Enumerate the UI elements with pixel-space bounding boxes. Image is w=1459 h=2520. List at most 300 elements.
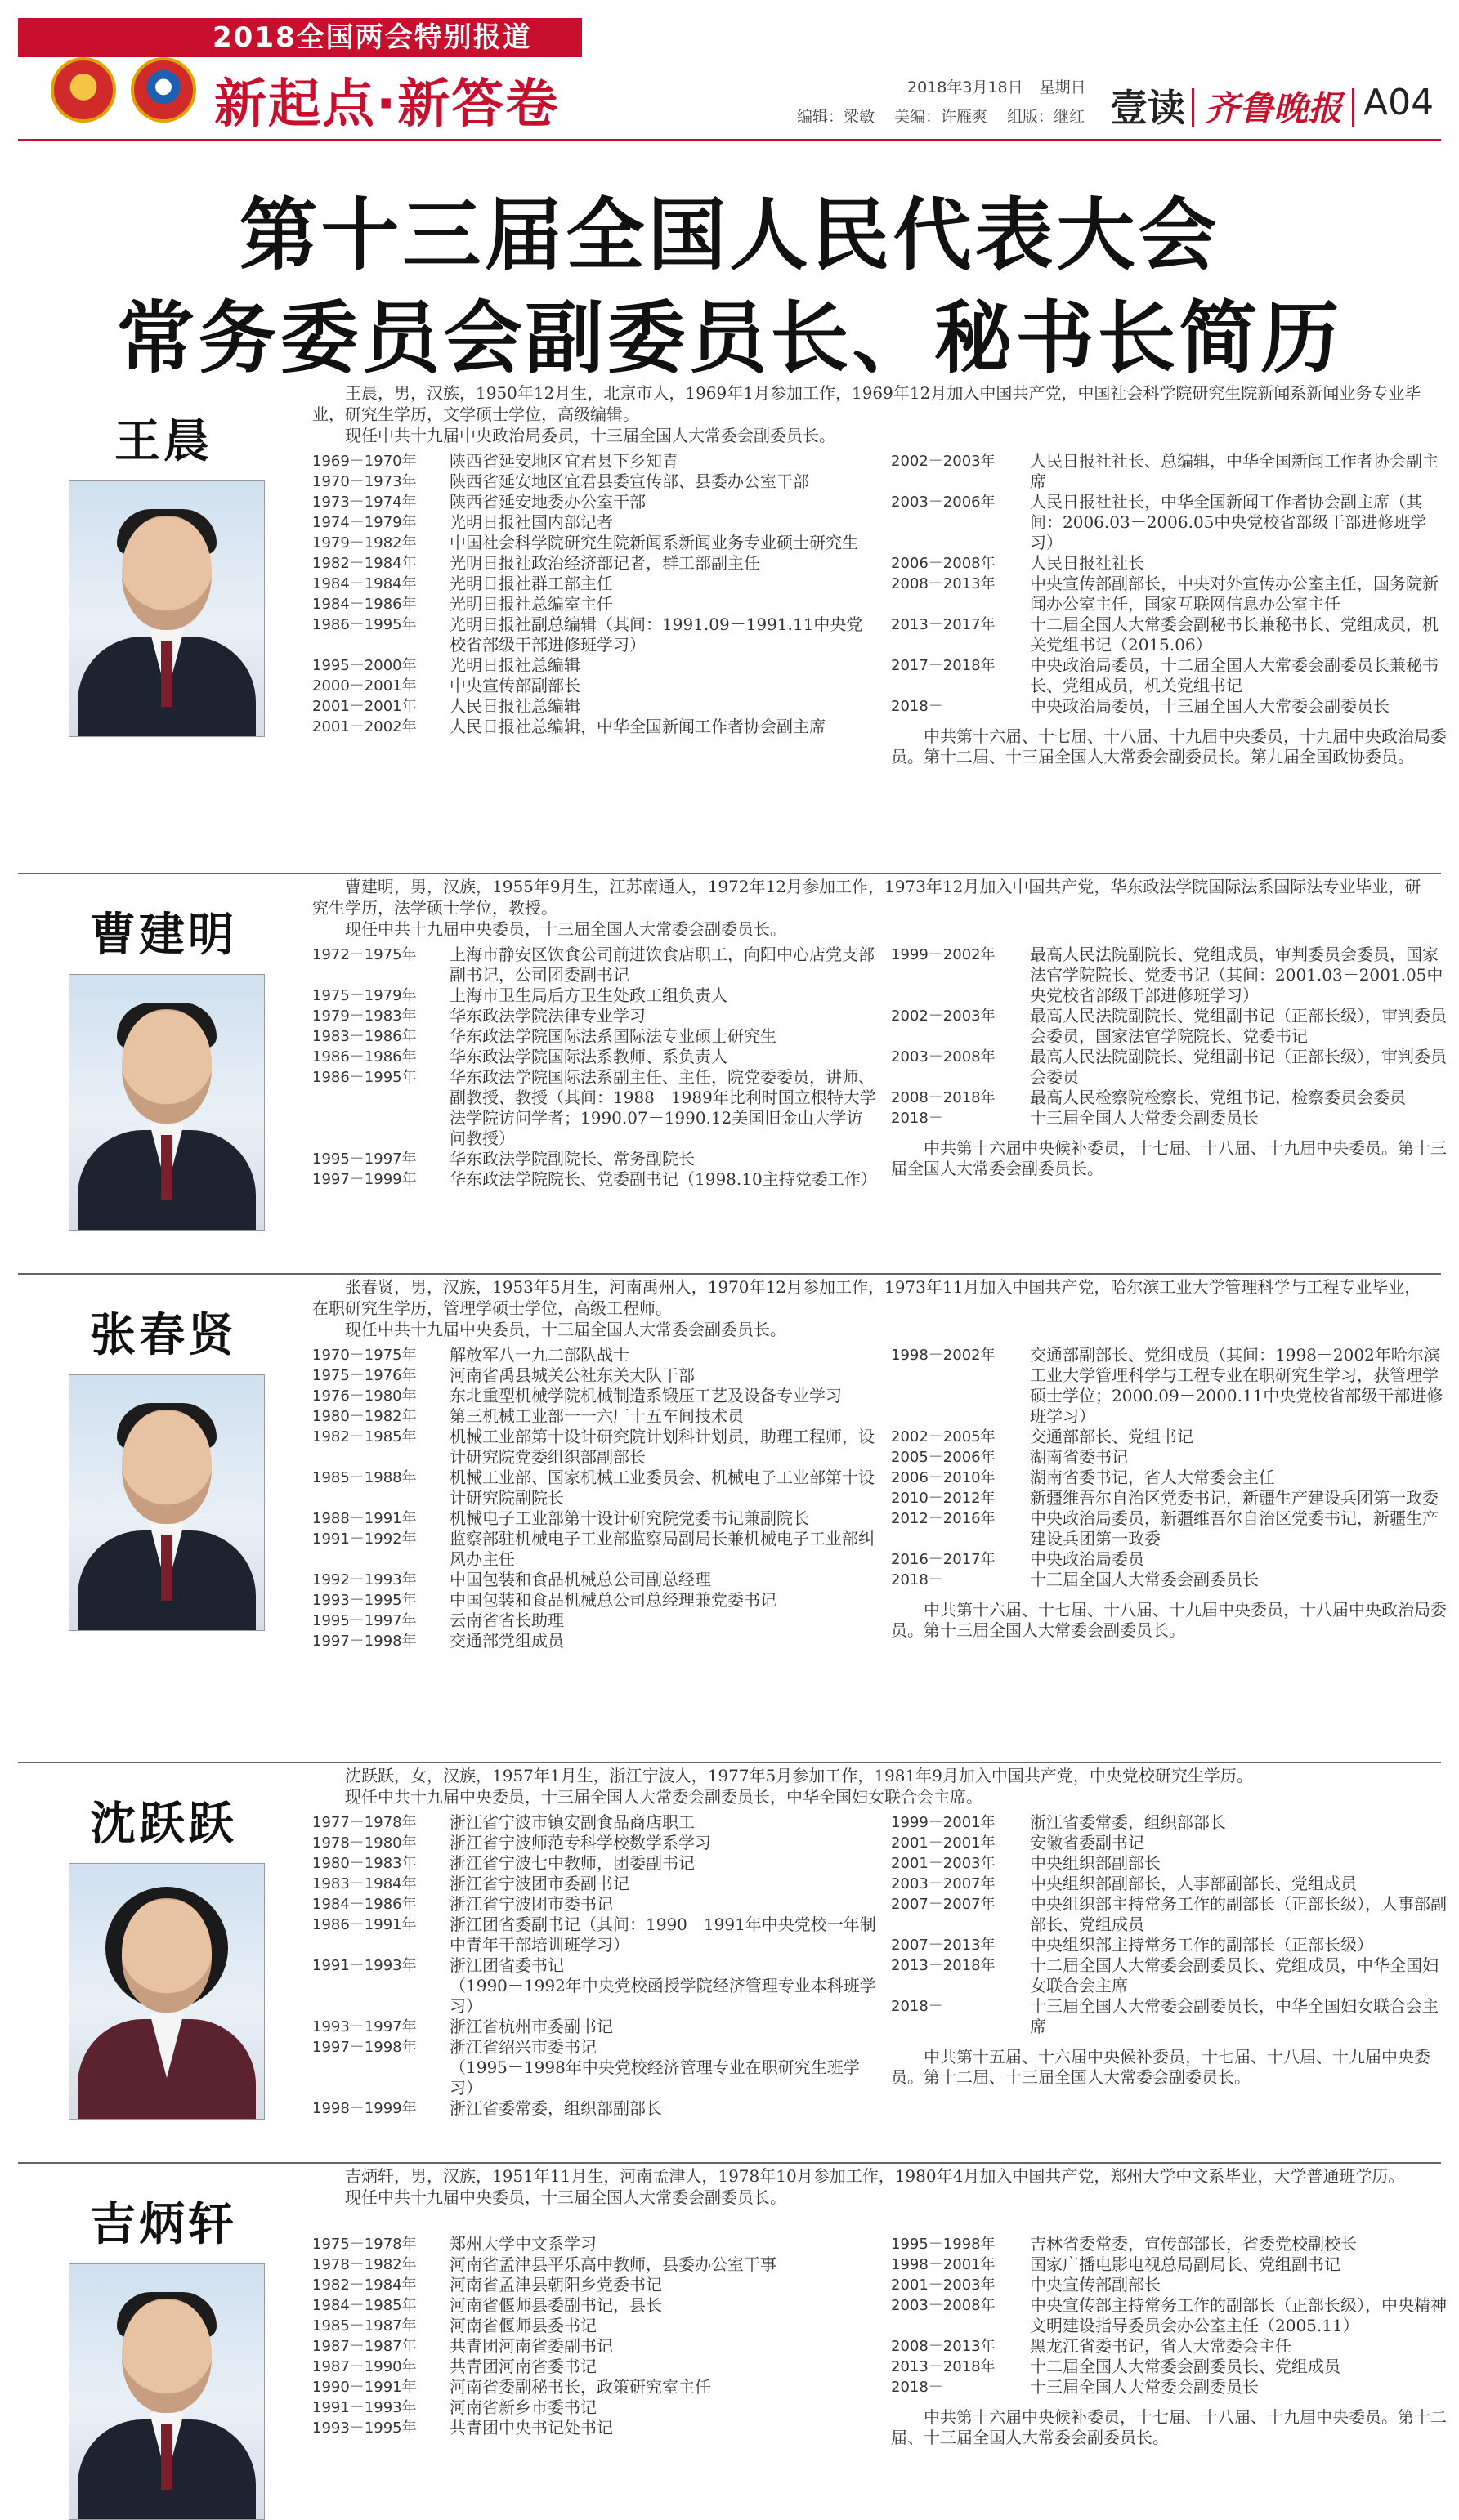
- career-position: 华东政法学院副院长、常务副院长: [450, 1149, 695, 1168]
- career-position: 中央政治局委员，新疆维吾尔自治区党委书记，新疆生产建设兵团第一政委: [1030, 1508, 1439, 1548]
- issue-date: 2018年3月18日 星期日: [907, 78, 1086, 96]
- career-years: 1997－1998年: [312, 2039, 417, 2056]
- career-position: 河南省新乡市委书记: [450, 2397, 597, 2417]
- career-years: 1983－1986年: [312, 1028, 417, 1045]
- career-position: 人民日报社社长，中华全国新闻工作者协会副主席（其间：2006.03－2006.05中央党校省部级干部进修班学习）: [1030, 492, 1427, 552]
- career-position: 上海市卫生局后方卫生处政工组负责人: [450, 985, 727, 1005]
- career-position: 共青团河南省委书记: [450, 2357, 597, 2376]
- cppcc-emblem-icon: [131, 57, 196, 123]
- career-years: 2002－2003年: [891, 453, 996, 470]
- bio-current-post: 现任中共十九届中央委员，十三届全国人大常委会副委员长。: [345, 919, 786, 939]
- career-position: 最高人民检察院检察长、党组书记，检察委员会委员: [1030, 1088, 1406, 1107]
- career-years: 2001－2003年: [891, 2276, 996, 2294]
- career-position: 交通部部长、党组书记: [1030, 1427, 1193, 1446]
- career-years: 2006－2010年: [891, 1469, 996, 1486]
- career-entry: [312, 985, 876, 1006]
- career-entry: [312, 492, 876, 512]
- career-years: 2013－2017年: [891, 616, 996, 633]
- career-entry: [312, 2275, 876, 2295]
- career-position: 安徽省委副书记: [1030, 1833, 1144, 1852]
- career-entry: [312, 1169, 876, 1190]
- career-position: 机械工业部第十设计研究院计划科计划员，助理工程师，设计研究院党委组织部副部长: [450, 1427, 875, 1467]
- career-years: 1982－1984年: [312, 555, 417, 572]
- career-years: 2001－2003年: [891, 1855, 996, 1872]
- career-years: 2018－: [891, 1571, 943, 1588]
- career-position: 共青团中央书记处书记: [450, 2418, 613, 2437]
- headline-line-2: 常务委员会副委员长、秘书长简历: [116, 293, 1343, 384]
- career-entry: [312, 1067, 876, 1149]
- career-position: 郑州大学中文系学习: [450, 2234, 597, 2254]
- career-entry: [891, 2295, 1447, 2336]
- career-entry: [891, 2254, 1447, 2275]
- career-entry: [312, 1915, 876, 1955]
- career-position: 机械工业部、国家机械工业委员会、机械电子工业部第十设计研究院副院长: [450, 1468, 875, 1508]
- career-years: 2018－: [891, 2379, 943, 2396]
- portrait-photo: [69, 974, 265, 1231]
- header-rule: [18, 139, 1441, 141]
- career-years: 1986－1986年: [312, 1048, 417, 1066]
- career-position: 浙江省宁波七中教师，团委副书记: [450, 1853, 695, 1873]
- career-entry: [312, 696, 876, 717]
- career-years: 1990－1991年: [312, 2379, 417, 2396]
- career-position: 中央宣传部副部长: [1030, 2275, 1161, 2294]
- career-entry: [312, 1365, 876, 1386]
- career-years: 2001－2001年: [891, 1834, 996, 1852]
- career-entry: [312, 1976, 876, 2017]
- career-position: 十三届全国人大常委会副委员长: [1030, 2377, 1259, 2397]
- career-position: 陕西省延安地委办公室干部: [450, 492, 646, 512]
- career-entry: [312, 1853, 876, 1874]
- career-entry: [891, 1935, 1447, 1955]
- person-name: 吉炳轩: [90, 2198, 237, 2251]
- career-years: 2016－2017年: [891, 1551, 996, 1568]
- header-separator: [1352, 88, 1354, 127]
- career-position: 最高人民法院副院长、党组成员，审判委员会委员，国家法官学院院长、党委书记（其间：2001.03－2001.05中央党校省部级干部进修班学习）: [1030, 945, 1443, 1005]
- career-position: 中央政治局委员: [1030, 1549, 1144, 1569]
- career-entry: [891, 2275, 1447, 2295]
- career-years: 1988－1991年: [312, 1510, 417, 1527]
- career-entry: [891, 1508, 1447, 1549]
- career-position: 人民日报社总编辑，中华全国新闻工作者协会副主席: [450, 717, 826, 736]
- portrait-head: [122, 1898, 212, 2013]
- career-years: 2003－2006年: [891, 494, 996, 511]
- career-years: 1984－1984年: [312, 575, 417, 592]
- career-years: 2008－2018年: [891, 1089, 996, 1106]
- career-entry: [312, 676, 876, 696]
- career-position: 浙江省绍兴市委书记: [450, 2037, 597, 2057]
- career-years: 1991－1993年: [312, 1957, 417, 1974]
- career-entry: [312, 945, 876, 985]
- bio-summary: [312, 382, 1432, 446]
- career-entry: [312, 2234, 876, 2254]
- career-entry: [891, 553, 1447, 574]
- career-entry: [891, 1047, 1447, 1088]
- career-entry: [312, 614, 876, 655]
- career-position: 光明日报社副总编辑（其间：1991.09－1991.11中央党校省部级干部进修班学习）: [450, 614, 863, 655]
- career-years: 2001－2001年: [312, 698, 417, 715]
- career-entry: [312, 1874, 876, 1894]
- career-position: 中央组织部副部长: [1030, 1853, 1161, 1873]
- career-entry: [312, 2357, 876, 2377]
- career-position: 中国社会科学院研究生院新闻系新闻业务专业硕士研究生: [450, 533, 858, 552]
- career-position: 十三届全国人大常委会副委员长，中华全国妇女联合会主席: [1030, 1996, 1439, 2036]
- career-years: 1973－1974年: [312, 494, 417, 511]
- career-position: 陕西省延安地区宜君县下乡知青: [450, 451, 678, 471]
- career-entry: [312, 1026, 876, 1047]
- party-membership-note: 中共第十六届中央候补委员，十七届、十八届、十九届中央委员。第十二届、十三届全国人大常委会副委员长。: [891, 2407, 1447, 2447]
- bio-intro: 沈跃跃，女，汉族，1957年1月生，浙江宁波人，1977年5月参加工作，1981年9月加入中国共产党，中央党校研究生学历。: [345, 1766, 1253, 1785]
- career-entry: [312, 1006, 876, 1026]
- career-entry: [312, 2017, 876, 2037]
- portrait-tie: [161, 641, 172, 707]
- career-years: 2002－2005年: [891, 1428, 996, 1445]
- career-years: 1979－1982年: [312, 534, 417, 552]
- career-position: 湖南省委书记，省人大常委会主任: [1030, 1468, 1275, 1487]
- career-years: 1978－1980年: [312, 1834, 417, 1852]
- portrait-tie: [161, 2424, 172, 2490]
- career-entry: [891, 2357, 1447, 2377]
- career-position: 十三届全国人大常委会副委员长: [1030, 1570, 1259, 1589]
- career-years: 2000－2001年: [312, 677, 417, 695]
- career-entry: [312, 1611, 876, 1631]
- career-position: 解放军八一九二部队战士: [450, 1345, 629, 1365]
- career-position: 河南省委副秘书长，政策研究室主任: [450, 2377, 711, 2397]
- career-years: 1974－1979年: [312, 514, 417, 531]
- bio-intro: 吉炳轩，男，汉族，1951年11月生，河南孟津人，1978年10月参加工作，1980年4月加入中国共产党，郑州大学中文系毕业，大学普通班学历。: [345, 2166, 1405, 2186]
- career-years: 1972－1975年: [312, 946, 417, 963]
- portrait-head: [122, 516, 212, 630]
- career-position: 国家广播电影电视总局副局长、党组副书记: [1030, 2254, 1340, 2274]
- career-column-right: [891, 2234, 1447, 2448]
- career-years: 1999－2002年: [891, 946, 996, 963]
- career-position: 华东政法学院法律专业学习: [450, 1006, 646, 1025]
- career-column-right: [891, 1812, 1447, 2088]
- bio-summary: [312, 1276, 1432, 1340]
- career-years: 2008－2013年: [891, 2338, 996, 2355]
- career-position: 浙江省委常委，组织部副部长: [450, 2098, 662, 2118]
- career-years: 2002－2003年: [891, 1008, 996, 1025]
- career-position: 中央宣传部主持常务工作的副部长（正部长级），中央精神文明建设指导委员会办公室主任（2005.11）: [1030, 2295, 1447, 2335]
- career-position: 河南省孟津县平乐高中教师，县委办公室干事: [450, 2254, 776, 2274]
- career-position: 河南省禹县城关公社东关大队干部: [450, 1365, 695, 1385]
- career-position: 光明日报社群工部主任: [450, 574, 613, 593]
- career-position: 吉林省委常委，宣传部部长，省委党校副校长: [1030, 2234, 1357, 2254]
- party-membership-note: 中共第十五届、十六届中央候补委员，十七届、十八届、十九届中央委员。第十二届、十三届全国人大常委会副委员长。: [891, 2047, 1430, 2087]
- bio-summary: [312, 876, 1432, 940]
- career-position: 光明日报社总编室主任: [450, 594, 613, 614]
- career-years: 2012－2016年: [891, 1510, 996, 1527]
- bio-current-post: 现任中共十九届中央政治局委员，十三届全国人大常委会副委员长。: [345, 426, 835, 445]
- career-entry: [312, 1833, 876, 1853]
- career-years: 1970－1975年: [312, 1347, 417, 1364]
- career-years: 1991－1993年: [312, 2399, 417, 2416]
- career-entry: [312, 2316, 876, 2336]
- career-position: 中国包装和食品机械总公司总经理兼党委书记: [450, 1590, 776, 1610]
- career-position: 最高人民法院副院长、党组副书记（正部长级），审判委员会委员: [1030, 1047, 1447, 1087]
- career-years: 2013－2018年: [891, 1957, 996, 1974]
- career-years: 2007－2007年: [891, 1896, 996, 1913]
- career-years: 1995－1997年: [312, 1151, 417, 1168]
- career-entry: [891, 492, 1447, 553]
- career-position: 湖南省委书记: [1030, 1447, 1128, 1467]
- career-position: 上海市静安区饮食公司前进饮食店职工，向阳中心店党支部副书记，公司团委副书记: [450, 945, 875, 985]
- career-position: 浙江省宁波师范专科学校数学系学习: [450, 1833, 711, 1852]
- section-divider: [18, 1762, 1441, 1763]
- career-column-left: [312, 451, 876, 737]
- portrait-photo: [69, 1374, 265, 1631]
- career-position: 中央组织部主持常务工作的副部长（正部长级），人事部副部长、党组成员: [1030, 1894, 1447, 1934]
- bio-current-post: 现任中共十九届中央委员，十三届全国人大常委会副委员长。: [345, 2187, 786, 2207]
- headline-line-1: 第十三届全国人民代表大会: [239, 190, 1220, 281]
- career-entry: [891, 1549, 1447, 1570]
- career-entry: [312, 1894, 876, 1915]
- career-years: 2010－2012年: [891, 1490, 996, 1507]
- career-column-left: [312, 945, 876, 1190]
- career-years: 1976－1980年: [312, 1387, 417, 1405]
- section-name: 壹读: [1110, 86, 1185, 130]
- career-entry: [891, 1108, 1447, 1128]
- special-report-band: 2018全国两会特别报道: [18, 18, 582, 57]
- portrait-head: [122, 2299, 212, 2413]
- career-entry: [891, 696, 1447, 717]
- career-years: 1975－1976年: [312, 1367, 417, 1384]
- career-years: 1984－1986年: [312, 596, 417, 613]
- career-entry: [312, 2397, 876, 2418]
- career-entry: [312, 451, 876, 471]
- career-position: 十二届全国人大常委会副委员长、党组成员: [1030, 2357, 1340, 2376]
- career-years: 2003－2008年: [891, 1048, 996, 1066]
- career-position: 华东政法学院国际法系教师、系负责人: [450, 1047, 727, 1066]
- career-entry: [312, 2254, 876, 2275]
- career-entry: [312, 2037, 876, 2058]
- career-entry: [312, 1529, 876, 1570]
- career-entry: [312, 1406, 876, 1427]
- career-entry: [891, 1427, 1447, 1447]
- career-position: 黑龙江省委书记，省人大常委会主任: [1030, 2336, 1291, 2356]
- career-entry: [891, 1853, 1447, 1874]
- career-years: 1998－2002年: [891, 1347, 996, 1364]
- career-entry: [312, 2336, 876, 2357]
- career-position: 陕西省延安地区宜君县委宣传部、县委办公室干部: [450, 471, 809, 491]
- career-position: 中央宣传部副部长，中央对外宣传办公室主任，国务院新闻办公室主任，国家互联网信息办公室主任: [1030, 574, 1439, 614]
- career-years: 2005－2006年: [891, 1449, 996, 1466]
- career-entry: [312, 2098, 876, 2119]
- career-entry: [891, 1812, 1447, 1833]
- career-position: 十二届全国人大常委会副秘书长兼秘书长、党组成员，机关党组书记（2015.06）: [1030, 614, 1439, 655]
- career-column-right: [891, 1345, 1447, 1641]
- career-entry: [312, 1631, 876, 1651]
- career-position: 浙江省宁波市镇安副食品商店职工: [450, 1812, 695, 1832]
- career-years: 1982－1984年: [312, 2276, 417, 2294]
- bio-current-post: 现任中共十九届中央委员，十三届全国人大常委会副委员长。: [345, 1320, 786, 1339]
- career-entry: [891, 2336, 1447, 2357]
- person-name: 沈跃跃: [90, 1798, 237, 1851]
- career-position: 浙江省宁波团市委书记: [450, 1894, 613, 1914]
- career-position: 中央政治局委员，十二届全国人大常委会副委员长兼秘书长、党组成员，机关党组书记: [1030, 655, 1439, 695]
- career-position: 东北重型机械学院机械制造系锻压工艺及设备专业学习: [450, 1386, 842, 1405]
- career-position: 浙江团省委副书记（其间：1990－1991年中央党校一年制中青年干部培训班学习）: [450, 1915, 876, 1955]
- career-entry: [312, 2295, 876, 2316]
- career-position: 华东政法学院国际法系副主任、主任，院党委委员，讲师、副教授、教授（其间：1988－1989年比利时国立根特大学法学院访问学者；1990.07－1990.12美国旧金山大学访问教授）: [450, 1067, 876, 1148]
- career-position: 云南省省长助理: [450, 1611, 564, 1630]
- career-position: 河南省偃师县委书记: [450, 2316, 597, 2335]
- career-entry: [312, 574, 876, 594]
- career-position: 浙江省杭州市委副书记: [450, 2017, 613, 2036]
- bio-intro: 张春贤，男，汉族，1953年5月生，河南禹州人，1970年12月参加工作，1973年11月加入中国共产党，哈尔滨工业大学管理科学与工程专业毕业，在职研究生学历，管理学硕士学位，高级工程师。: [312, 1277, 1421, 1318]
- page-number: A04: [1363, 82, 1434, 123]
- career-years: 1992－1993年: [312, 1571, 417, 1588]
- career-position: 中国包装和食品机械总公司副总经理: [450, 1570, 711, 1589]
- career-entry: [891, 451, 1447, 492]
- career-entry: [891, 1447, 1447, 1468]
- career-position: 浙江省宁波团市委副书记: [450, 1874, 629, 1893]
- career-position: 光明日报社国内部记者: [450, 512, 613, 532]
- career-years: [312, 1976, 450, 2017]
- career-entry: [891, 1570, 1447, 1590]
- career-entry: [312, 553, 876, 574]
- career-years: 1975－1978年: [312, 2236, 417, 2253]
- career-years: 1986－1995年: [312, 1069, 417, 1086]
- career-column-left: [312, 1345, 876, 1651]
- career-years: 1995－2000年: [312, 657, 417, 674]
- report-slogan: 新起点·新答卷: [214, 74, 560, 135]
- career-position: 华东政法学院国际法系国际法专业硕士研究生: [450, 1026, 776, 1046]
- career-entry: [312, 512, 876, 533]
- biography-section: [18, 1276, 1447, 1762]
- career-entry: [891, 1833, 1447, 1853]
- career-entry: [891, 614, 1447, 655]
- career-entry: [891, 1006, 1447, 1047]
- career-years: 2001－2002年: [312, 718, 417, 735]
- career-years: 1998－2001年: [891, 2256, 996, 2273]
- career-position: 河南省偃师县委副书记，县长: [450, 2295, 662, 2315]
- biography-section: [18, 876, 1447, 1273]
- career-years: 1978－1982年: [312, 2256, 417, 2273]
- career-entry: [312, 1149, 876, 1169]
- career-position: 中央政治局委员，十三届全国人大常委会副委员长: [1030, 696, 1390, 716]
- portrait-photo: [69, 1863, 265, 2120]
- bio-intro: 王晨，男，汉族，1950年12月生，北京市人，1969年1月参加工作，1969年12月加入中国共产党，中国社会科学院研究生院新闻系新闻业务专业毕业，研究生学历，文学硕士学位，高级编辑。: [312, 383, 1421, 424]
- bio-intro: 曹建明，男，汉族，1955年9月生，江苏南通人，1972年12月参加工作，1973年12月加入中国共产党，华东政法学院国际法系国际法专业毕业，研究生学历，法学硕士学位，教授。: [312, 877, 1421, 918]
- career-entry: [891, 1345, 1447, 1427]
- career-entry: [312, 1345, 876, 1365]
- career-entry: [312, 1508, 876, 1529]
- career-position: 光明日报社总编辑: [450, 655, 580, 675]
- career-years: 1993－1997年: [312, 2018, 417, 2035]
- portrait-head: [122, 1009, 212, 1124]
- career-entry: [891, 2234, 1447, 2254]
- career-entry: [891, 1955, 1447, 1996]
- career-years: 1998－1999年: [312, 2100, 417, 2117]
- career-position: 中央组织部主持常务工作的副部长（正部长级）: [1030, 1935, 1373, 1955]
- party-membership-note: 中共第十六届、十七届、十八届、十九届中央委员，十八届中央政治局委员。第十三届全国人大常委会副委员长。: [891, 1600, 1447, 1640]
- party-membership-note: 中共第十六届、十七届、十八届、十九届中央委员，十九届中央政治局委员。第十二届、十三届全国人大常委会副委员长。第九届全国政协委员。: [891, 726, 1447, 766]
- career-position: 第三机械工业部一一六厂十五车间技术员: [450, 1406, 744, 1426]
- career-years: 2013－2018年: [891, 2358, 996, 2375]
- career-entry: [312, 471, 876, 492]
- career-position: 共青团河南省委副书记: [450, 2336, 613, 2356]
- career-years: 1997－1998年: [312, 1633, 417, 1650]
- staff-credits: 编辑：梁敏 美编：许雁爽 组版：继红: [797, 108, 1085, 126]
- portrait-photo: [69, 480, 265, 737]
- career-years: 1987－1987年: [312, 2338, 417, 2355]
- bio-current-post: 现任中共十九届中央委员，十三届全国人大常委会副委员长，中华全国妇女联合会主席。: [345, 1787, 982, 1807]
- career-entry: [312, 1468, 876, 1508]
- national-emblem-icon: [51, 57, 116, 123]
- career-entry: [891, 1488, 1447, 1508]
- career-years: 2018－: [891, 698, 943, 715]
- career-years: 1995－1997年: [312, 1612, 417, 1629]
- career-years: 2017－2018年: [891, 657, 996, 674]
- career-entry: [312, 2418, 876, 2438]
- career-years: [312, 2058, 450, 2098]
- career-years: 1980－1982年: [312, 1408, 417, 1425]
- career-position: 交通部副部长、党组成员（其间：1998－2002年哈尔滨工业大学管理科学与工程专业在职研究生学习，获管理学硕士学位；2000.09－2000.11中央党校省部级干部进修班学习）: [1030, 1345, 1443, 1426]
- career-entry: [891, 655, 1447, 696]
- career-entry: [312, 2377, 876, 2397]
- career-years: 2008－2013年: [891, 575, 996, 592]
- career-column-right: [891, 451, 1447, 767]
- career-column-right: [891, 945, 1447, 1179]
- bio-summary: [312, 1765, 1432, 1807]
- career-entry: [312, 594, 876, 614]
- career-years: 1986－1995年: [312, 616, 417, 633]
- career-position: 中央宣传部副部长: [450, 676, 580, 695]
- section-divider: [18, 2162, 1441, 2164]
- career-position: 机械电子工业部第十设计研究院党委书记兼副院长: [450, 1508, 809, 1528]
- career-entry: [312, 1047, 876, 1067]
- career-position: 人民日报社社长、总编辑，中华全国新闻工作者协会副主席: [1030, 451, 1439, 491]
- career-position: 十二届全国人大常委会副委员长、党组成员，中华全国妇女联合会主席: [1030, 1955, 1439, 1995]
- career-position: （1990－1992年中央党校函授学院经济管理专业本科班学习）: [450, 1976, 876, 2016]
- portrait-tie: [161, 1135, 172, 1200]
- career-years: 1984－1986年: [312, 1896, 417, 1913]
- career-position: （1995－1998年中央党校经济管理专业在职研究生班学习）: [450, 2058, 860, 2098]
- career-years: 1983－1984年: [312, 1875, 417, 1892]
- career-position: 监察部驻机械电子工业部监察局副局长兼机械电子工业部纠风办主任: [450, 1529, 875, 1569]
- career-entry: [891, 2377, 1447, 2397]
- career-column-left: [312, 1812, 876, 2119]
- career-entry: [312, 655, 876, 676]
- career-entry: [891, 1894, 1447, 1935]
- portrait-head: [122, 1410, 212, 1524]
- career-years: 1997－1999年: [312, 1171, 417, 1188]
- biography-section: [18, 1765, 1447, 2162]
- career-years: 2007－2013年: [891, 1937, 996, 1954]
- career-entry: [312, 1590, 876, 1611]
- career-years: 2003－2008年: [891, 2297, 996, 2314]
- career-years: 2006－2008年: [891, 555, 996, 572]
- section-divider: [18, 1273, 1441, 1275]
- career-years: 1985－1987年: [312, 2317, 417, 2335]
- career-position: 浙江省委常委，组织部部长: [1030, 1812, 1226, 1832]
- career-entry: [891, 945, 1447, 1006]
- newspaper-logo: 齐鲁晚报: [1205, 88, 1343, 128]
- career-years: 1993－1995年: [312, 2419, 417, 2437]
- bio-summary: [312, 2165, 1432, 2208]
- career-position: 人民日报社总编辑: [450, 696, 580, 716]
- career-position: 十三届全国人大常委会副委员长: [1030, 1108, 1259, 1128]
- career-column-left: [312, 2234, 876, 2438]
- career-entry: [891, 1996, 1447, 2037]
- career-entry: [312, 1955, 876, 1976]
- career-position: 新疆维吾尔自治区党委书记，新疆生产建设兵团第一政委: [1030, 1488, 1439, 1508]
- person-name: 王晨: [114, 415, 213, 468]
- person-name: 张春贤: [90, 1309, 237, 1362]
- portrait-tie: [161, 1535, 172, 1601]
- career-entry: [312, 1812, 876, 1833]
- career-position: 华东政法学院院长、党委副书记（1998.10主持党委工作）: [450, 1169, 877, 1189]
